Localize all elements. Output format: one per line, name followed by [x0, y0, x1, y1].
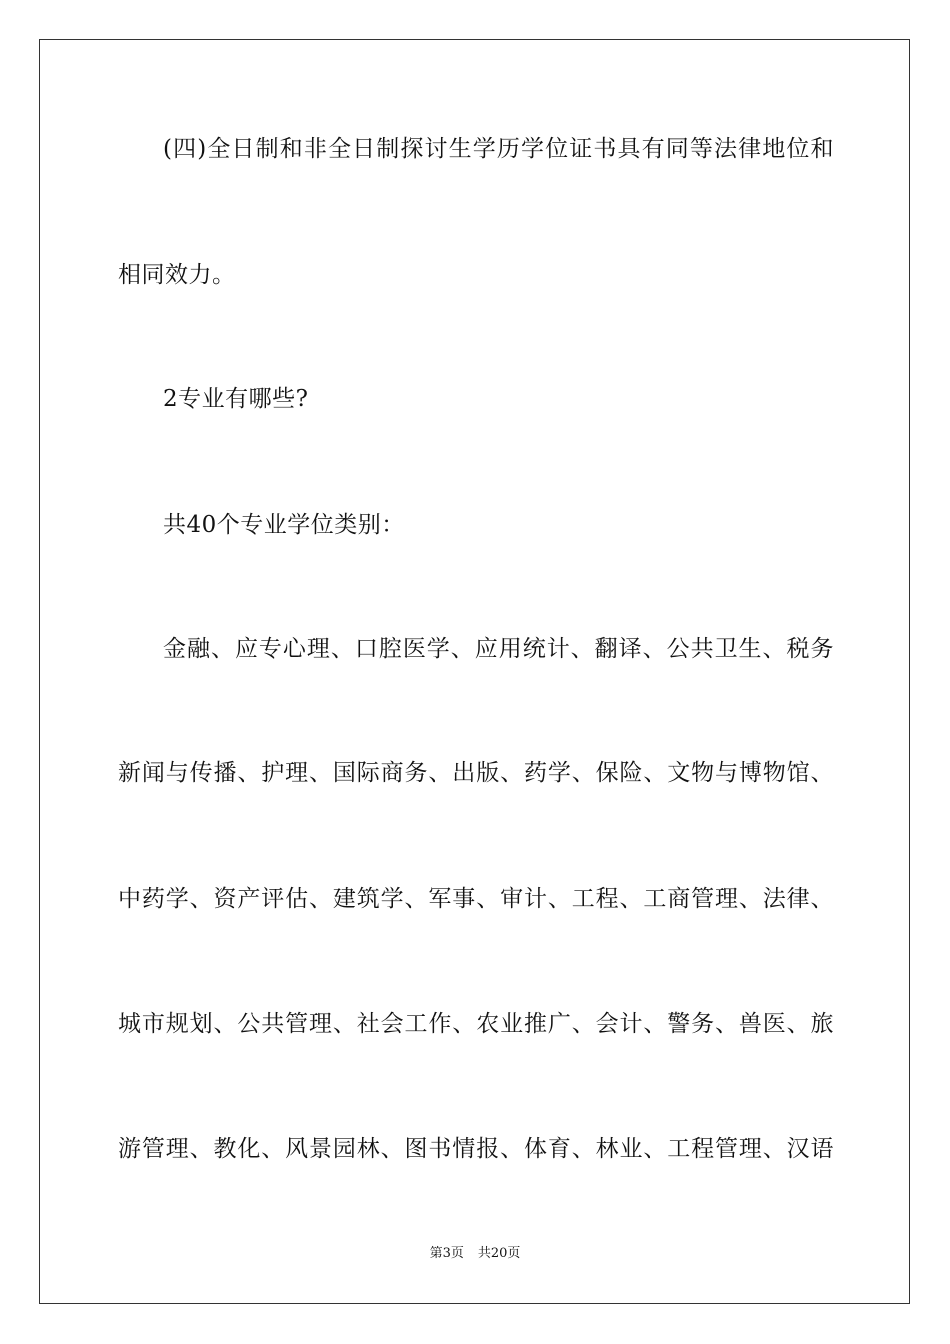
paragraph-line-5: 新闻与传播、护理、国际商务、出版、药学、保险、文物与博物馆、 — [118, 760, 834, 786]
paragraph-line-7: 城市规划、公共管理、社会工作、农业推广、会计、警务、兽医、旅 — [118, 1011, 834, 1037]
page-footer — [0, 1246, 950, 1262]
paragraph-line-2: 相同效力。 — [118, 262, 236, 288]
page-number: 第3页 — [429, 1246, 464, 1261]
page-total: 共20页 — [477, 1246, 521, 1261]
section-heading: 2专业有哪些? — [163, 386, 309, 412]
paragraph-line-3: 共40个专业学位类别： — [163, 512, 405, 538]
page-border — [39, 39, 910, 1304]
paragraph-line-6: 中药学、资产评估、建筑学、军事、审计、工程、工商管理、法律、 — [118, 886, 834, 912]
paragraph-line-4: 金融、应专心理、口腔医学、应用统计、翻译、公共卫生、税务 — [163, 636, 834, 662]
paragraph-line-1: (四)全日制和非全日制探讨生学历学位证书具有同等法律地位和 — [163, 136, 834, 162]
paragraph-line-8: 游管理、教化、风景园林、图书情报、体育、林业、工程管理、汉语 — [118, 1136, 834, 1162]
